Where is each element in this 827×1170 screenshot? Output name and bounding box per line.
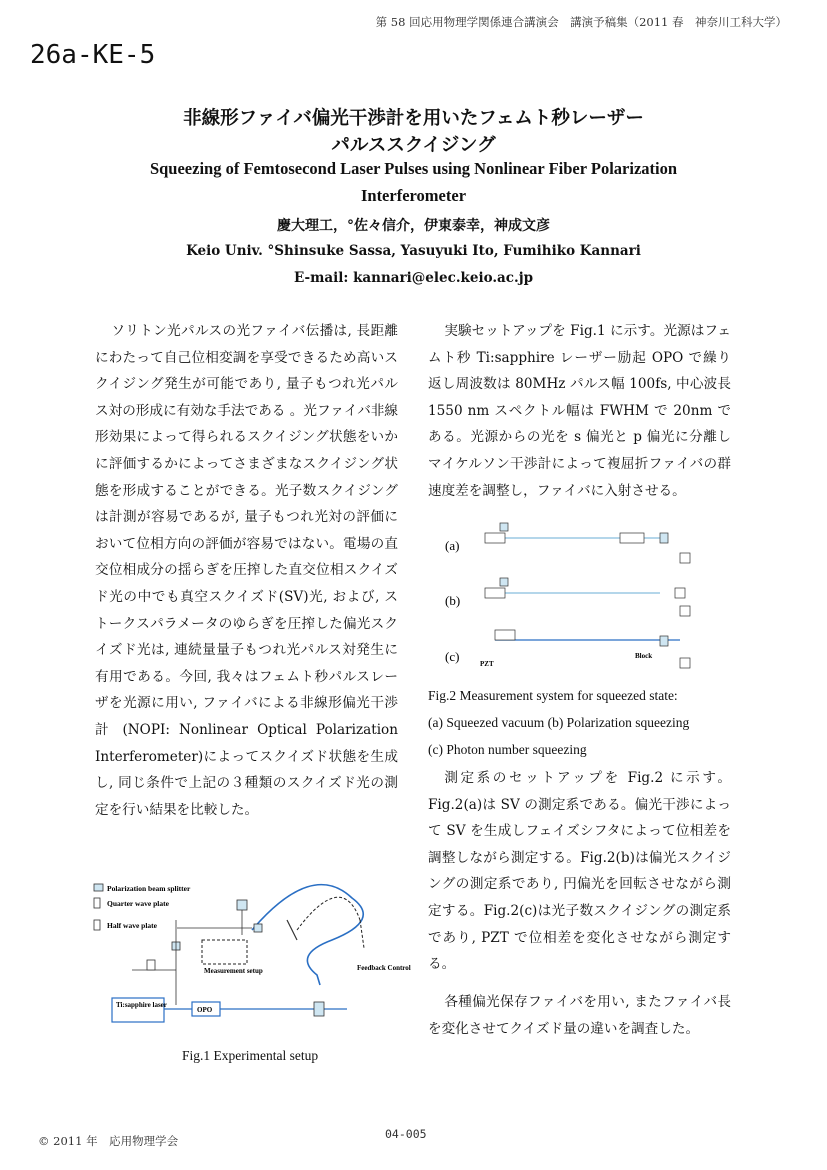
body-right-text1: 実験セットアップを Fig.1 に示す。光源はフェムト秒 Ti:sapphire レーザー励起 OPO で繰り返し周波数は 80MHz パルス幅 100fs, 中心波長 1550 nm スペクトル幅は FWHM で 20nm である。光源からの光を s 偏光と p 偏光に分離しマイケルソン干渉計によって複屈折ファイバの群速度差を調整し，ファイバに入射させる。 (428, 323, 731, 499)
title-en-line1: Squeezing of Femtosecond Laser Pulses using Nonlinear Fiber Polarization (149, 159, 678, 178)
footer-copyright: © 2011 年 応用物理学会 (38, 1134, 179, 1148)
fig1-diagram (92, 880, 411, 1030)
svg-text:Ti:sapphire laser: Ti:sapphire laser (116, 1001, 167, 1009)
fig2-panel-c (445, 630, 690, 668)
fig2-caption-line3: (c) Photon number squeezing (428, 742, 587, 757)
author-email: E-mail: kannari@elec.keio.ac.jp (293, 270, 534, 286)
svg-text:Measurement setup: Measurement setup (204, 967, 263, 975)
svg-text:Quarter wave plate: Quarter wave plate (107, 899, 169, 908)
fig1-caption: Fig.1 Experimental setup (182, 1048, 319, 1063)
fig2-panel-b (445, 578, 690, 616)
fig2-caption-line1: Fig.2 Measurement system for squeezed state: (428, 688, 678, 703)
fig2-panel-a (445, 523, 690, 563)
svg-text:Block: Block (635, 652, 653, 660)
svg-text:OPO: OPO (197, 1006, 213, 1014)
svg-text:Half wave plate: Half wave plate (107, 921, 157, 930)
body-right-text2: 測定系のセットアップを Fig.2 に示す。Fig.2(a)は SV の測定系である。偏光干渉によって SV を生成しフェイズシフタによって位相差を調整しながら測定する。Fig.2(b)は偏光スクイジングの測定系であり, 円偏光を回転させながら測定する。Fig.2(c)は光子数スクイジングの測定系であり, PZT で位相差を変化させながら測定する。 (428, 770, 731, 973)
svg-text:(a): (a) (445, 538, 460, 553)
conference-header: 第 58 回応用物理学関係連合講演会 講演予稿集（2011 春 神奈川工科大学） (375, 15, 787, 29)
authors-ja: 慶大理工，°佐々信介，伊東泰幸，神成文彦 (277, 218, 550, 234)
body-right-text3: 各種偏光保存ファイバを用い, またファイバ長を変化させてクイズド量の違いを調査した。 (428, 994, 731, 1037)
fig2-caption-line2: (a) Squeezed vacuum (b) Polarization squeezing (428, 715, 690, 730)
title-en-line2: Interferometer (360, 186, 467, 205)
svg-text:(c): (c) (445, 649, 460, 664)
fig2-diagram (440, 518, 710, 678)
fig1-legend (94, 884, 191, 930)
title-ja-line1: 非線形ファイバ偏光干渉計を用いたフェムト秒レーザー (183, 108, 644, 129)
footer-page: 04-005 (385, 1127, 427, 1141)
authors-en: Keio Univ. °Shinsuke Sassa, Yasuyuki Ito, Fumihiko Kannari (186, 243, 641, 259)
title-ja-line2: パルススクイジング (331, 135, 496, 156)
svg-text:(b): (b) (445, 593, 461, 608)
svg-text:Feedback Control: Feedback Control (357, 964, 411, 972)
svg-text:Polarization beam splitter: Polarization beam splitter (107, 884, 191, 893)
paper-code: 26a-KE-5 (30, 40, 156, 70)
body-left-text: ソリトン光パルスの光ファイバ伝播は, 長距離にわたって自己位相変調を享受できるため高いスクイジング発生が可能であり, 量子もつれ光パルス対の形成に有効な手法である 。光ファイバ非線形効果によって得られるスクイジング状態をいかに評価するかによってさまざまなスクイジング状態を形成することができる。光子数スクイジングは計測が容易であるが, 量子もつれ光対の評価において位相方向の評価が容易ではない。電場の直交位相成分の揺らぎを圧搾した直交位相スクイズド光の中でも真空スクイズド(SV)光, および, ストークスパラメータのゆらぎを圧搾した偏光スクイズド光は, 連続量量子もつれ光パルス対発生に有用である。今回, 我々はフェムト秒パルスレーザを光源に用い, ファイバによる非線形偏光干渉計 (NOPI: Nonlinear Optical Polarization Interferometer)によってスクイズド状態を生成し, 同じ条件で上記の３種類のスクイズド光の測定を行い結果を比較した。 (95, 323, 398, 818)
svg-text:PZT: PZT (480, 660, 494, 668)
